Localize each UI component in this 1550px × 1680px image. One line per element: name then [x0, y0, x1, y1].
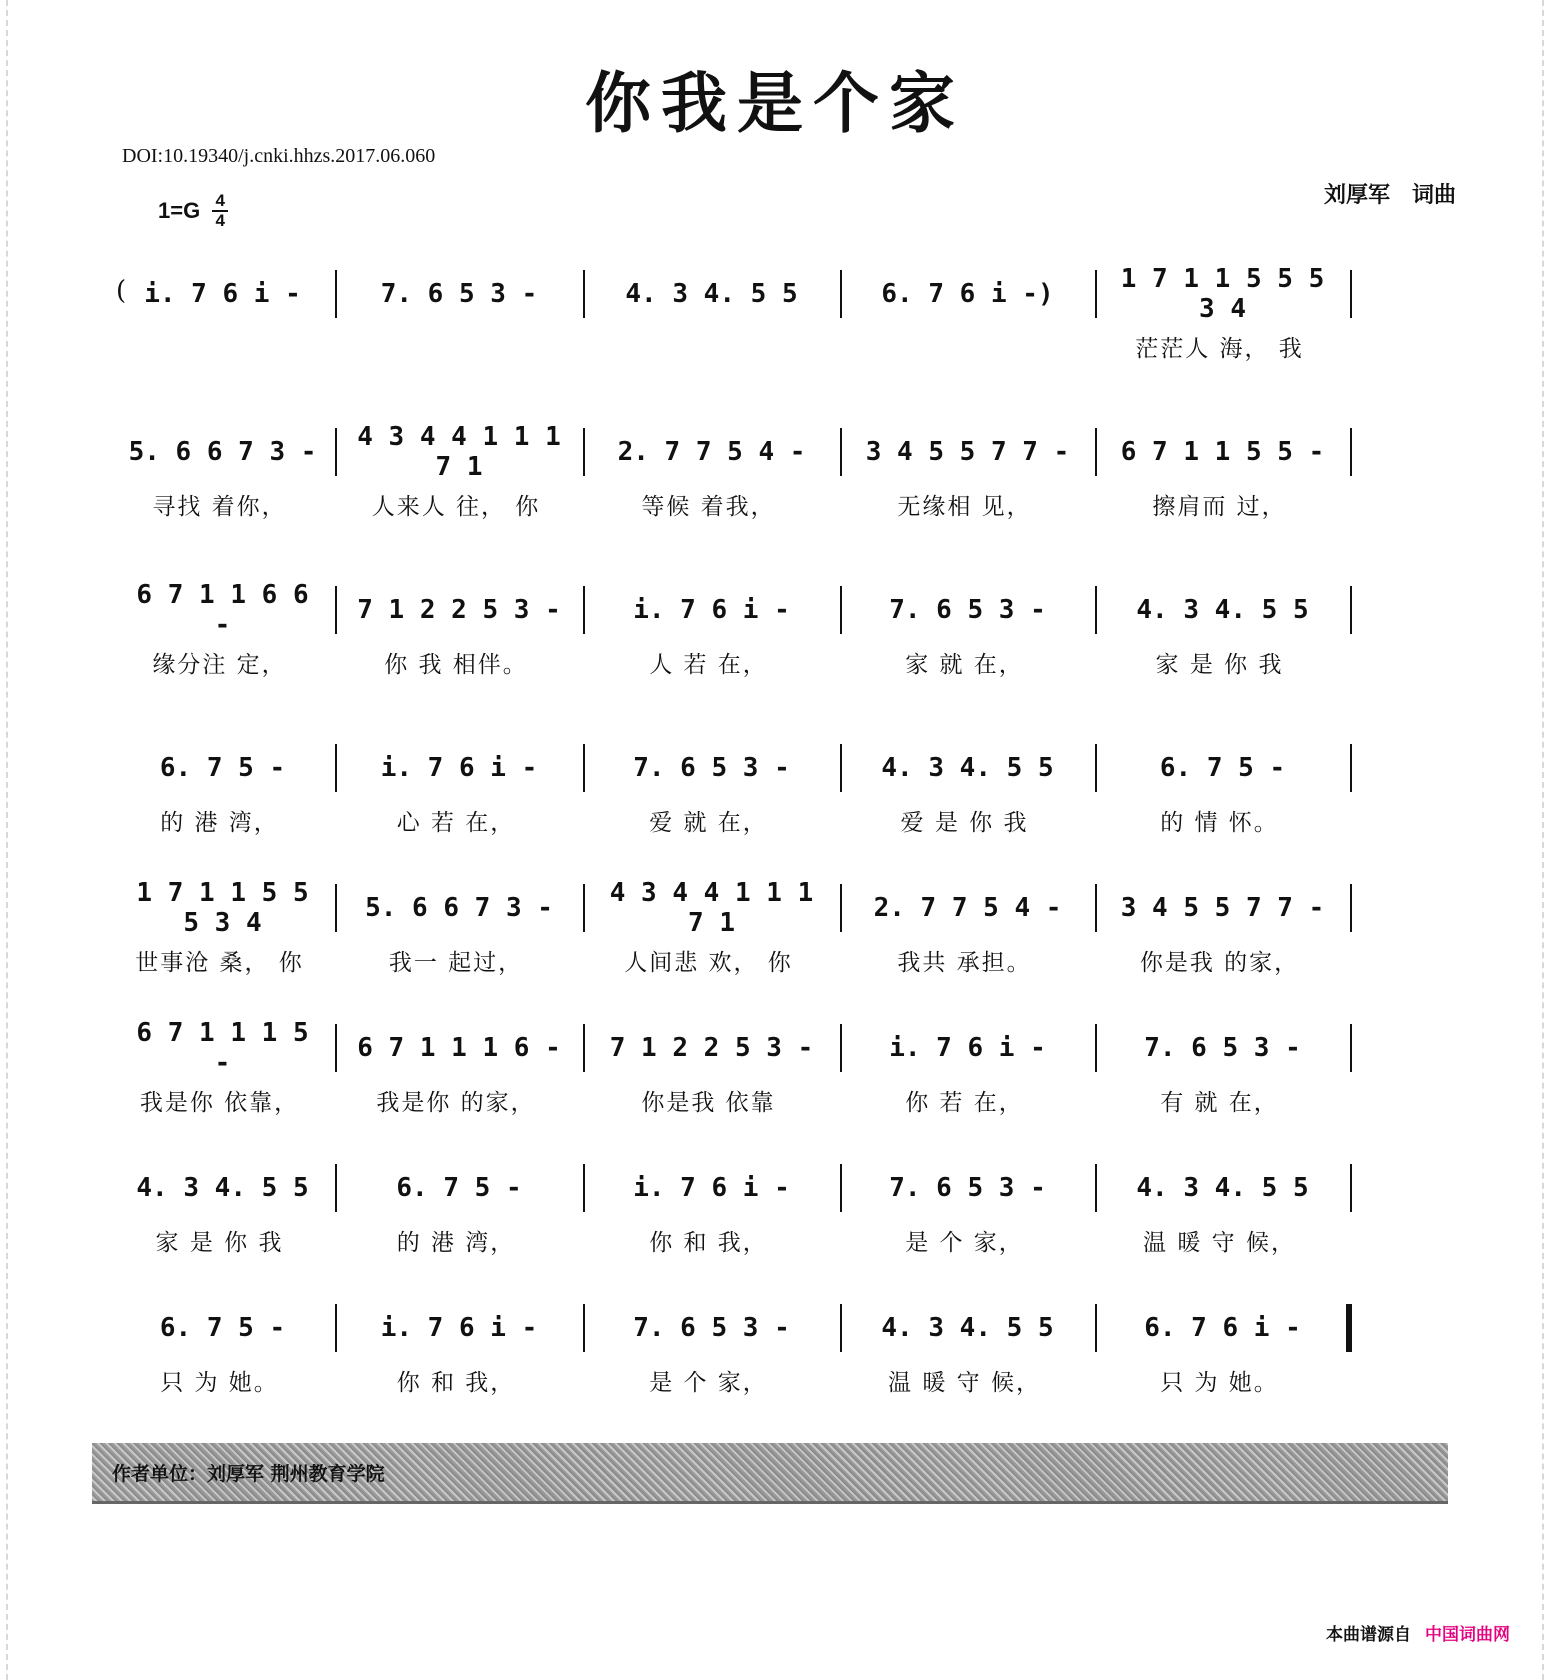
measure-notes: 6. 7 5 -: [159, 1313, 286, 1343]
barline: [1350, 270, 1352, 318]
barline: [583, 884, 585, 932]
measure-notes: 7 1 2 2 5 3 -: [357, 595, 561, 625]
lyric-line: 人 若 在，: [649, 652, 768, 678]
measure: [1109, 264, 1336, 324]
measure: [597, 1162, 826, 1214]
key-signature: [158, 192, 228, 230]
measure-notes: 7. 6 5 3 -: [889, 595, 1046, 625]
measure: [1109, 1022, 1336, 1074]
lyric-line: 无缘相 见，: [897, 494, 1032, 520]
measure: [597, 584, 826, 636]
measure-notes: 6 7 1 1 6 6 -: [136, 580, 309, 640]
lyric-line: 你是我 依靠: [641, 1090, 776, 1116]
measure: [854, 1022, 1081, 1074]
measure: [1109, 584, 1336, 636]
barline: [1095, 1164, 1097, 1212]
barline: [583, 1024, 585, 1072]
barline: [1095, 884, 1097, 932]
lyric-line: 爱 就 在，: [649, 810, 768, 836]
measure-notes: 6 7 1 1 1 5 -: [136, 1018, 309, 1078]
lyric-line: 家 是 你 我: [155, 1230, 284, 1256]
lyric-line: 的 情 怀。: [1160, 810, 1279, 836]
song-title: 你我是个家: [585, 65, 965, 142]
measure: [124, 1018, 321, 1078]
lyric-line: 我是你 依靠，: [139, 1090, 300, 1116]
barline: [1095, 744, 1097, 792]
lyric-line: 只 为 她。: [1160, 1370, 1279, 1396]
measure-notes: 4. 3 4. 5 5: [881, 753, 1054, 783]
measure-notes: 4 3 4 4 1 1 1 7 1: [609, 878, 814, 938]
measure: [854, 268, 1081, 320]
lyric-line: 我是你 的家，: [376, 1090, 536, 1116]
measure-notes: 7 1 2 2 5 3 -: [609, 1033, 814, 1063]
barline: [335, 1304, 337, 1352]
measure-notes: 5. 6 6 7 3 -: [128, 437, 317, 467]
opening-parenthesis: (: [116, 276, 127, 306]
measure: [597, 1302, 826, 1354]
measure-notes: 5. 6 6 7 3 -: [365, 893, 553, 923]
source-prefix: 本曲谱源自: [1326, 1625, 1411, 1645]
measure: [124, 878, 321, 938]
barline: [1350, 1164, 1352, 1212]
measure-notes: i. 7 6 i -: [889, 1033, 1046, 1063]
measure-notes: 4. 3 4. 5 5: [136, 1173, 309, 1203]
lyric-line: 爱 是 你 我: [900, 810, 1029, 836]
lyric-line: 人间悲 欢， 你: [624, 950, 793, 976]
measure: [349, 1022, 569, 1074]
measure-notes: 4 3 4 4 1 1 1 7 1: [357, 422, 561, 482]
measure: [854, 584, 1081, 636]
lyric-line: 家 是 你 我: [1155, 652, 1284, 678]
measure: [854, 426, 1081, 478]
barline: [583, 1304, 585, 1352]
measure: [349, 584, 569, 636]
measure-notes: i. 7 6 i -: [633, 595, 790, 625]
lyric-line: 是 个 家，: [905, 1230, 1024, 1256]
barline: [840, 1304, 842, 1352]
measure: [597, 426, 826, 478]
measure: [349, 268, 569, 320]
lyric-line: 人来人 往， 你: [371, 494, 541, 520]
measure-notes: 4. 3 4. 5 5: [625, 279, 798, 309]
measure-notes: 6. 7 6 i -: [1144, 1313, 1301, 1343]
measure: [349, 422, 569, 482]
lyric-line: 你 和 我，: [396, 1370, 516, 1396]
score-system: [110, 1018, 1450, 1162]
measure-notes: 6. 7 6 i -): [881, 279, 1054, 309]
measure-notes: 2. 7 7 5 4 -: [617, 437, 806, 467]
barline: [840, 1024, 842, 1072]
measure: [349, 1162, 569, 1214]
lyric-line: 寻找 着你，: [152, 494, 287, 520]
final-barline: [1346, 1304, 1352, 1352]
measure: [1109, 1302, 1336, 1354]
barline: [1350, 744, 1352, 792]
score-system: [110, 878, 1450, 1022]
right-page-edge: [1536, 0, 1544, 1680]
lyric-line: 有 就 在，: [1160, 1090, 1279, 1116]
barline: [1350, 1024, 1352, 1072]
lyric-line: 家 就 在，: [905, 652, 1024, 678]
score-system: [110, 264, 1450, 426]
barline: [335, 884, 337, 932]
lyric-line: 缘分注 定，: [152, 652, 287, 678]
source-site-link[interactable]: 中国词曲网: [1425, 1625, 1510, 1645]
measure-notes: 4. 3 4. 5 5: [1136, 1173, 1309, 1203]
measure-notes: 6 7 1 1 5 5 -: [1120, 437, 1325, 467]
score: [110, 264, 1450, 1442]
measure-notes: 4. 3 4. 5 5: [881, 1313, 1054, 1343]
source-note: [1326, 1620, 1510, 1645]
measure: [597, 742, 826, 794]
barline: [583, 744, 585, 792]
measure-notes: 4. 3 4. 5 5: [1136, 595, 1309, 625]
measure-notes: 7. 6 5 3 -: [633, 753, 790, 783]
measure-notes: 2. 7 7 5 4 -: [873, 893, 1062, 923]
measure-notes: 6. 7 5 -: [1159, 753, 1286, 783]
barline: [840, 270, 842, 318]
barline: [335, 270, 337, 318]
lyric-line: 我共 承担。: [897, 950, 1032, 976]
barline: [335, 1164, 337, 1212]
lyric-line: 擦肩而 过，: [1152, 494, 1287, 520]
time-top: 4: [215, 191, 225, 210]
barline: [840, 744, 842, 792]
lyric-line: 的 港 湾，: [160, 810, 279, 836]
measure-notes: 3 4 5 5 7 7 -: [865, 437, 1070, 467]
barline: [583, 1164, 585, 1212]
lyric-line: 茫茫人 海， 我: [1135, 336, 1304, 362]
measure: [854, 1162, 1081, 1214]
measure-notes: 1 7 1 1 5 5 5 3 4: [136, 878, 309, 938]
barline: [583, 586, 585, 634]
barline: [335, 744, 337, 792]
measure-notes: 7. 6 5 3 -: [633, 1313, 790, 1343]
barline: [1350, 428, 1352, 476]
measure-notes: 3 4 5 5 7 7 -: [1120, 893, 1325, 923]
barline: [1350, 884, 1352, 932]
measure-notes: i. 7 6 i -: [380, 753, 538, 783]
measure: [1109, 426, 1336, 478]
key-label: 1=G: [158, 198, 201, 223]
measure-notes: 7. 6 5 3 -: [1144, 1033, 1301, 1063]
lyric-line: 是 个 家，: [649, 1370, 768, 1396]
measure-notes: 1 7 1 1 5 5 5 3 4: [1120, 264, 1325, 324]
lyric-line: 的 港 湾，: [396, 1230, 516, 1256]
measure: [597, 268, 826, 320]
measure: [124, 742, 321, 794]
measure: [854, 1302, 1081, 1354]
measure-notes: 6. 7 5 -: [396, 1173, 522, 1203]
barline: [583, 428, 585, 476]
lyric-line: 你 和 我，: [649, 1230, 768, 1256]
measure: [854, 882, 1081, 934]
measure: [854, 742, 1081, 794]
barline: [335, 1024, 337, 1072]
lyric-line: 温 暖 守 候，: [888, 1370, 1041, 1396]
lyric-line: 温 暖 守 候，: [1143, 1230, 1296, 1256]
score-system: [110, 742, 1450, 882]
measure: [124, 268, 321, 320]
measure-notes: i. 7 6 i -: [380, 1313, 538, 1343]
lyric-line: 世事沧 桑， 你: [135, 950, 304, 976]
lyric-line: 你 若 在，: [905, 1090, 1024, 1116]
barline: [840, 586, 842, 634]
barline: [1350, 586, 1352, 634]
measure-notes: 7. 6 5 3 -: [380, 279, 538, 309]
measure-notes: 6. 7 5 -: [159, 753, 286, 783]
author-unit-band: [92, 1443, 1448, 1504]
measure: [124, 426, 321, 478]
measure: [124, 580, 321, 640]
measure: [349, 742, 569, 794]
measure-notes: i. 7 6 i -: [633, 1173, 790, 1203]
barline: [335, 586, 337, 634]
barline: [1095, 586, 1097, 634]
lyric-line: 等候 着我，: [641, 494, 776, 520]
measure: [349, 882, 569, 934]
barline: [335, 428, 337, 476]
measure-notes: 6 7 1 1 1 6 -: [357, 1033, 561, 1063]
time-bottom: 4: [215, 211, 225, 230]
barline: [1095, 428, 1097, 476]
lyric-line: 只 为 她。: [160, 1370, 279, 1396]
measure: [124, 1162, 321, 1214]
barline: [840, 1164, 842, 1212]
left-page-edge: [6, 0, 14, 1680]
measure-notes: i. 7 6 i -: [144, 279, 301, 309]
score-system: [110, 580, 1450, 742]
measure: [1109, 742, 1336, 794]
score-system: [110, 1162, 1450, 1302]
barline: [1095, 270, 1097, 318]
author-credit: 刘厚军 词曲: [1323, 183, 1456, 208]
measure: [1109, 882, 1336, 934]
score-system: [110, 1302, 1450, 1442]
barline: [1095, 1304, 1097, 1352]
measure-notes: 7. 6 5 3 -: [889, 1173, 1046, 1203]
barline: [583, 270, 585, 318]
time-signature: [212, 192, 228, 230]
lyric-line: 你是我 的家，: [1139, 950, 1300, 976]
measure: [349, 1302, 569, 1354]
barline: [840, 884, 842, 932]
measure: [597, 878, 826, 938]
measure: [597, 1022, 826, 1074]
barline: [1095, 1024, 1097, 1072]
score-system: [110, 422, 1450, 584]
lyric-line: 心 若 在，: [396, 810, 516, 836]
lyric-line: 你 我 相伴。: [384, 652, 528, 678]
measure: [124, 1302, 321, 1354]
measure: [1109, 1162, 1336, 1214]
doi-text: DOI:10.19340/j.cnki.hhzs.2017.06.060: [122, 145, 436, 167]
barline: [840, 428, 842, 476]
lyric-line: 我一 起过，: [388, 950, 524, 976]
author-unit-text: 作者单位：刘厚军 荆州教育学院: [112, 1463, 385, 1485]
